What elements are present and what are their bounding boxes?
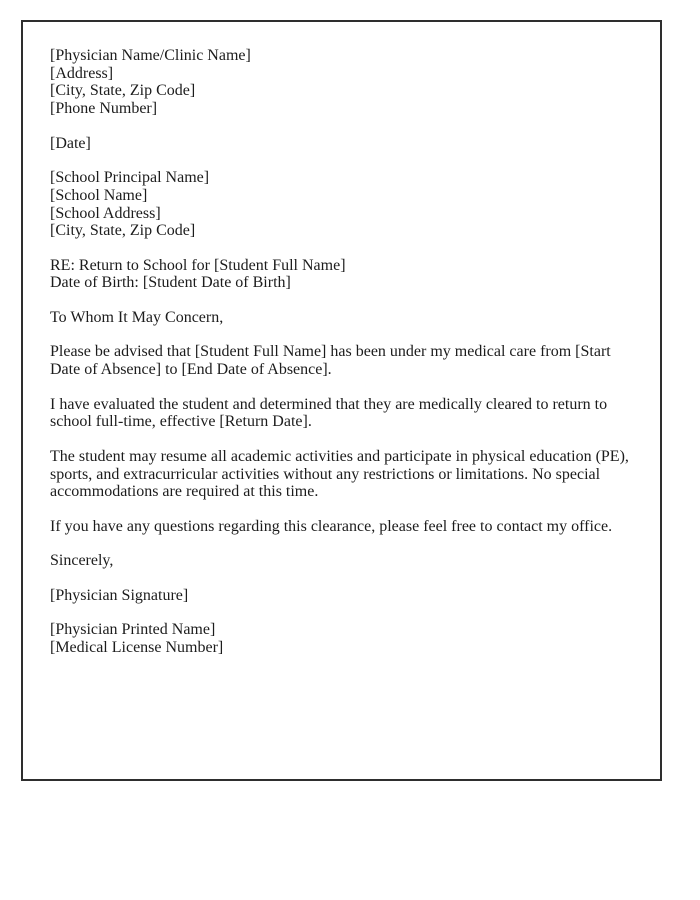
recipient-address-block [50, 169, 633, 240]
subject-block [50, 257, 633, 292]
physician-printed-name-line: [Physician Printed Name] [50, 621, 216, 639]
date-block [50, 135, 633, 153]
signature-identity-block [50, 621, 633, 656]
sender-name-line: [Physician Name/Clinic Name] [50, 47, 251, 64]
physician-signature-line: [Physician Signature] [50, 586, 189, 604]
body-4-line-1: If you have any questions regarding this clearance, please feel free to contact my office. [50, 517, 613, 535]
body-paragraph-4 [50, 518, 633, 536]
subject-re-line: RE: Return to School for [Student Full Name] [50, 256, 346, 274]
body-3-line-3: accommodations are required at this time. [50, 483, 319, 501]
body-paragraph-1 [50, 343, 633, 378]
subject-dob-line: Date of Birth: [Student Date of Birth] [50, 274, 291, 292]
medical-license-number-line: [Medical License Number] [50, 638, 224, 656]
letter-page [21, 20, 662, 781]
recipient-principal-line: [School Principal Name] [50, 169, 210, 187]
body-3-line-1: The student may resume all academic activities and participate in physical education (PE), [50, 447, 629, 465]
sender-address-line: [Address] [50, 64, 114, 82]
body-paragraph-3 [50, 448, 633, 501]
body-3-line-2: sports, and extracurricular activities without any restrictions or limitations. No special [50, 465, 601, 483]
salutation-line: To Whom It May Concern, [50, 308, 224, 326]
sender-phone-line: [Phone Number] [50, 100, 158, 118]
recipient-school-address-line: [School Address] [50, 204, 161, 222]
body-paragraph-2 [50, 396, 633, 431]
closing-block [50, 552, 633, 570]
recipient-school-name-line: [School Name] [50, 186, 148, 204]
recipient-city-state-zip-line: [City, State, Zip Code] [50, 222, 196, 240]
body-1-line-1: Please be advised that [Student Full Name] has been under my medical care from [Start [50, 343, 611, 361]
salutation-block [50, 309, 633, 327]
body-1-line-2: Date of Absence] to [End Date of Absence]. [50, 361, 332, 379]
closing-line: Sincerely, [50, 552, 114, 570]
body-2-line-1: I have evaluated the student and determined that they are medically cleared to return to [50, 395, 608, 413]
body-2-line-2: school full-time, effective [Return Date]. [50, 413, 312, 431]
date-line: [Date] [50, 134, 91, 152]
sender-city-state-zip-line: [City, State, Zip Code] [50, 82, 196, 100]
signature-placeholder-block [50, 587, 633, 605]
sender-address-block [50, 47, 633, 118]
